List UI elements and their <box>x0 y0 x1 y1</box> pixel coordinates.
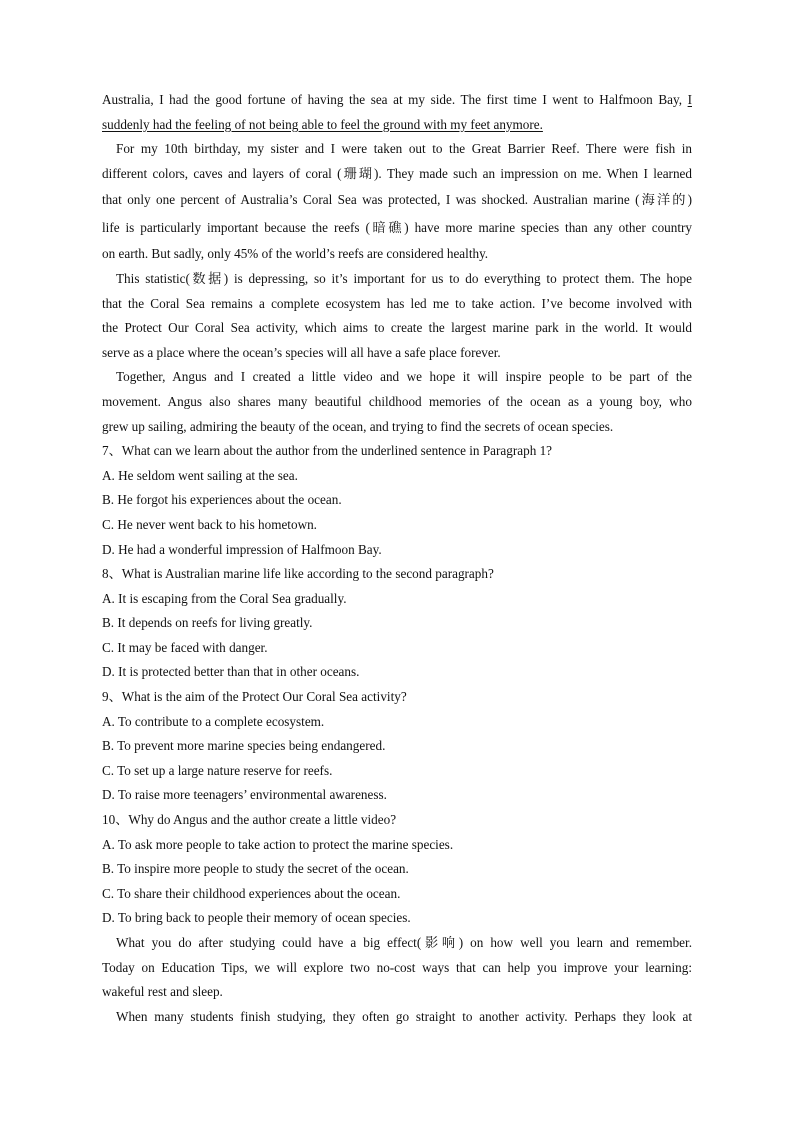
question-10-option-a: A. To ask more people to take action to protect the marine species. <box>102 836 454 852</box>
question-9-option-c: C. To set up a large nature reserve for reefs. <box>102 762 333 778</box>
passage1-para2-line: For my 10th birthday, my sister and I were taken out to the Great Barrier Reef. There were fish in <box>116 141 692 157</box>
question-7-option-a: A. He seldom went sailing at the sea. <box>102 467 298 483</box>
passage1-para3-line: This statistic(数据) is depressing, so it’s important for us to do everything to protect them. The hope <box>116 270 692 286</box>
passage2-para1-line: wakeful rest and sleep. <box>102 984 223 1000</box>
passage1-para1-text: Australia, I had the good fortune of having the sea at my side. The first time I went to Halfmoon Bay, <box>102 92 688 107</box>
passage1-para3-line: serve as a place where the ocean’s species will all have a safe place forever. <box>102 344 501 360</box>
passage1-para2-line: on earth. But sadly, only 45% of the world’s reefs are considered healthy. <box>102 246 489 262</box>
passage1-para1-line2 <box>102 113 692 138</box>
passage1-para3-line: that the Coral Sea remains a complete ecosystem has led me to take action. I’ve become involved with <box>102 295 692 311</box>
passage2-para2-line: When many students finish studying, they often go straight to another activity. Perhaps they look at <box>116 1008 692 1024</box>
question-9-stem: 9、What is the aim of the Protect Our Coral Sea activity? <box>102 689 407 705</box>
question-9-option-b: B. To prevent more marine species being endangered. <box>102 738 386 754</box>
passage1-para2-line: life is particularly important because the reefs (暗礁) have more marine species than any other country <box>102 220 692 236</box>
question-8-option-d: D. It is protected better than that in other oceans. <box>102 664 360 680</box>
passage1-para4-line: Together, Angus and I created a little video and we hope it will inspire people to be part of the <box>116 369 692 385</box>
passage1-para2-line: that only one percent of Australia’s Coral Sea was protected, I was shocked. Australian marine (海洋的) <box>102 192 692 208</box>
question-10-option-d: D. To bring back to people their memory of ocean species. <box>102 910 411 926</box>
question-7-stem: 7、What can we learn about the author from the underlined sentence in Paragraph 1? <box>102 443 553 459</box>
passage1-para2-line: different colors, caves and layers of coral (珊瑚). They made such an impression on me. When I learned <box>102 165 692 181</box>
question-10-stem: 10、Why do Angus and the author create a little video? <box>102 812 397 828</box>
question-8-option-c: C. It may be faced with danger. <box>102 639 268 655</box>
question-9-option-a: A. To contribute to a complete ecosystem. <box>102 713 325 729</box>
question-9-option-d: D. To raise more teenagers’ environmental awareness. <box>102 787 387 803</box>
passage1-para4-line: movement. Angus also shares many beautiful childhood memories of the ocean as a young boy, who <box>102 393 692 409</box>
question-7-option-c: C. He never went back to his hometown. <box>102 516 317 532</box>
question-8-stem: 8、What is Australian marine life like according to the second paragraph? <box>102 566 494 582</box>
underlined-sentence-start: I <box>687 92 692 107</box>
underlined-sentence: suddenly had the feeling of not being able to feel the ground with my feet anymore. <box>102 116 543 132</box>
passage2-para1-line: Today on Education Tips, we will explore two no-cost ways that can help you improve your learning: <box>102 959 692 975</box>
passage1-para1-line1 <box>102 88 692 113</box>
question-10-option-c: C. To share their childhood experiences about the ocean. <box>102 885 401 901</box>
passage1-para3-line: the Protect Our Coral Sea activity, which aims to create the largest marine park in the world. It would <box>102 320 692 336</box>
question-10-option-b: B. To inspire more people to study the secret of the ocean. <box>102 861 409 877</box>
question-7-option-b: B. He forgot his experiences about the ocean. <box>102 492 342 508</box>
question-8-option-a: A. It is escaping from the Coral Sea gradually. <box>102 590 347 606</box>
question-7-option-d: D. He had a wonderful impression of Halfmoon Bay. <box>102 541 382 557</box>
passage2-para1-line: What you do after studying could have a big effect(影响) on how well you learn and remember. <box>116 935 692 950</box>
question-8-option-b: B. It depends on reefs for living greatly. <box>102 615 313 631</box>
passage1-para4-line: grew up sailing, admiring the beauty of the ocean, and trying to find the secrets of ocean species. <box>102 418 614 434</box>
document-page <box>102 88 692 1029</box>
